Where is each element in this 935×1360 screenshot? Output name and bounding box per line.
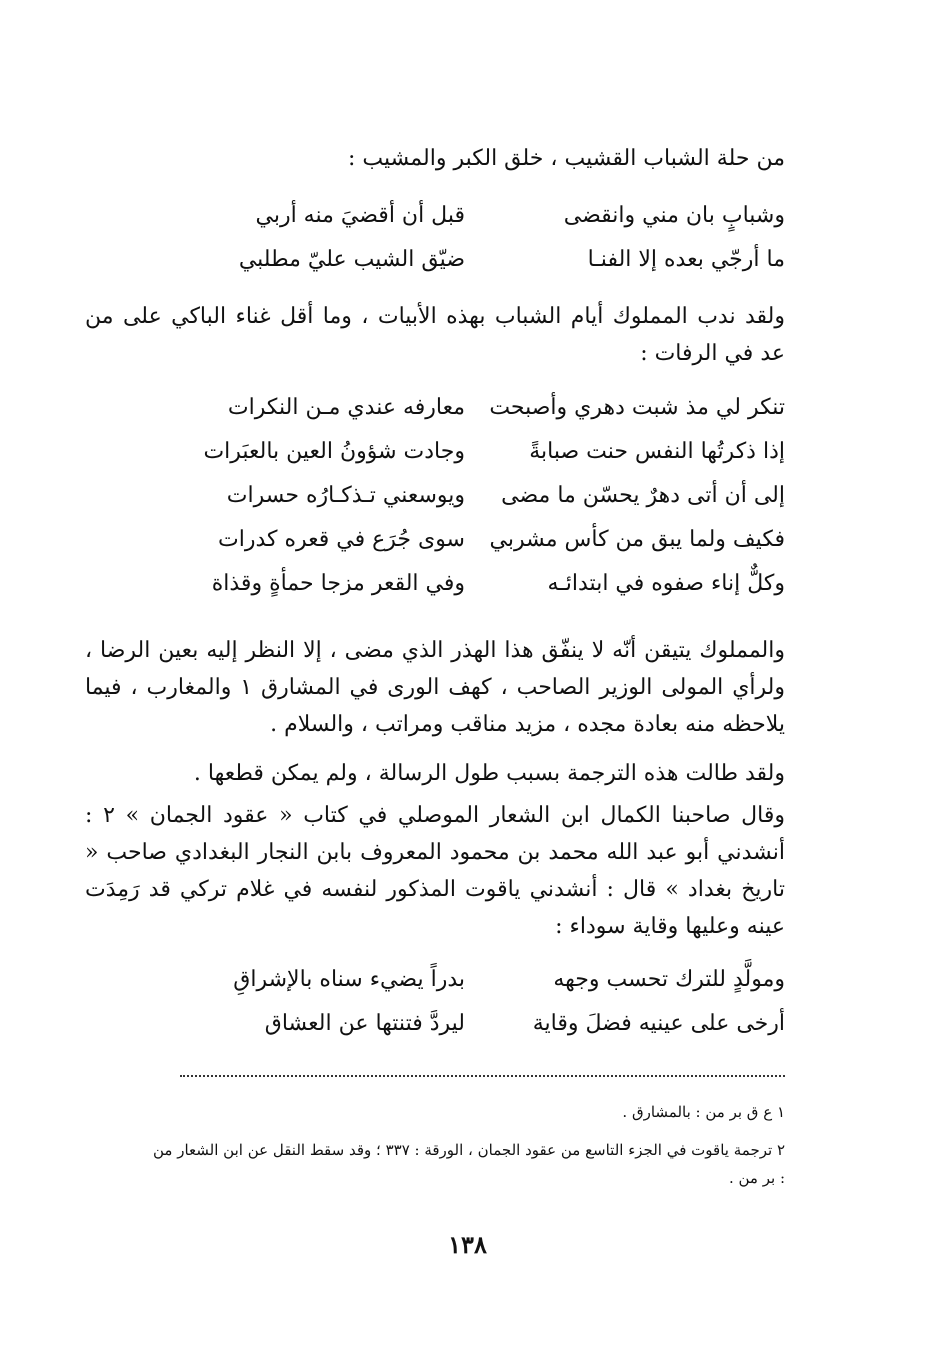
- hemistich-second: قبل أن أقضيَ منه أربي: [255, 203, 465, 228]
- paragraph-3: ولقد طالت هذه الترجمة بسبب طول الرسالة ، ولم يمكن قطعها .: [193, 761, 785, 786]
- hemistich-first: تنكر لي مذ شبت دهري وأصبحت: [489, 395, 785, 420]
- hemistich-first: إلى أن أتى دهرٌ يحسّن ما مضى: [501, 483, 785, 508]
- verse-row: [165, 392, 785, 436]
- intro-line: من حلة الشباب القشيب ، خلق الكبر والمشيب :: [348, 146, 785, 171]
- paragraph-1: ولقد ندب المملوك أيام الشباب بهذه الأبيات ، وما أقل غناء الباكي على من عد في الرفات :: [85, 304, 785, 366]
- verse-row: [165, 480, 785, 524]
- paragraph-4: وقال صاحبنا الكمال ابن الشعار الموصلي في كتاب « عقود الجمان » ٢ : أنشدني أبو عبد الله محمد بن محمود المعروف بابن النجار البغدادي صاحب « تاريخ بغداد » قال : أنشدني ياقوت المذكور لنفسه في غلام تركي قد رَمِدَت عينه وعليها وقاية سوداء :: [85, 803, 786, 939]
- hemistich-first: وكلٌّ إناء صفوه في ابتدائـه: [547, 571, 785, 596]
- poem-2: [165, 392, 785, 612]
- hemistich-second: ضيّق الشيب عليّ مطلبي: [238, 247, 465, 272]
- verse-row: [165, 200, 785, 244]
- hemistich-second: ويوسعني تـذكـارُه حسرات: [226, 483, 465, 508]
- hemistich-first: ومولَّدٍ للترك تحسب وجهه: [553, 967, 785, 992]
- hemistich-second: وفي القعر مزجا حمأةٍ وقذاة: [211, 571, 465, 596]
- footnote-2: ٢ ترجمة ياقوت في الجزء التاسع من عقود الجمان ، الورقة : ٣٣٧ ؛ وقد سقط النقل عن ابن الشعار من : بر من .: [153, 1141, 785, 1187]
- hemistich-second: وجادت شؤونُ العين بالعبَرات: [203, 439, 465, 464]
- hemistich-second: سوى جُرَع في قعره كدرات: [218, 527, 465, 552]
- verse-row: [165, 436, 785, 480]
- verse-row: [165, 524, 785, 568]
- footnote-separator: [180, 1075, 785, 1077]
- hemistich-second: بدراً يضيء سناه بالإشراقِ: [233, 967, 465, 992]
- verse-row: [165, 964, 785, 1008]
- hemistich-first: إذا ذكرتُها النفس حنت صبابةً: [529, 439, 785, 464]
- poem-1: [165, 200, 785, 288]
- verse-row: [165, 1008, 785, 1052]
- verse-row: [165, 568, 785, 612]
- verse-row: [165, 244, 785, 288]
- hemistich-second: معارفه عندي مـن النكرات: [227, 395, 465, 420]
- poem-3: [165, 964, 785, 1052]
- hemistich-second: ليردَّ فتنتها عن العشاق: [264, 1011, 465, 1036]
- footnote-1: ١ ع ق بر من : بالمشارق .: [622, 1103, 785, 1121]
- hemistich-first: وشبابٍ بان مني وانقضى: [563, 203, 785, 228]
- page-number: ١٣٨: [448, 1230, 487, 1259]
- hemistich-first: فكيف ولما يبق من كأس مشربي: [489, 527, 785, 552]
- hemistich-first: ما أرجّي بعده إلا الفنـا: [587, 247, 785, 272]
- hemistich-first: أرخى على عينيه فضلَ وقاية: [532, 1011, 785, 1036]
- paragraph-2: والمملوك يتيقن أنّه لا ينفّق هذا الهذر الذي مضى ، إلا النظر إليه بعين الرضا ، ولرأي المولى الوزير الصاحب ، كهف الورى في المشارق ١ والمغارب ، فيما يلاحظه منه بعادة مجده ، مزيد مناقب ومراتب ، والسلام .: [85, 638, 785, 737]
